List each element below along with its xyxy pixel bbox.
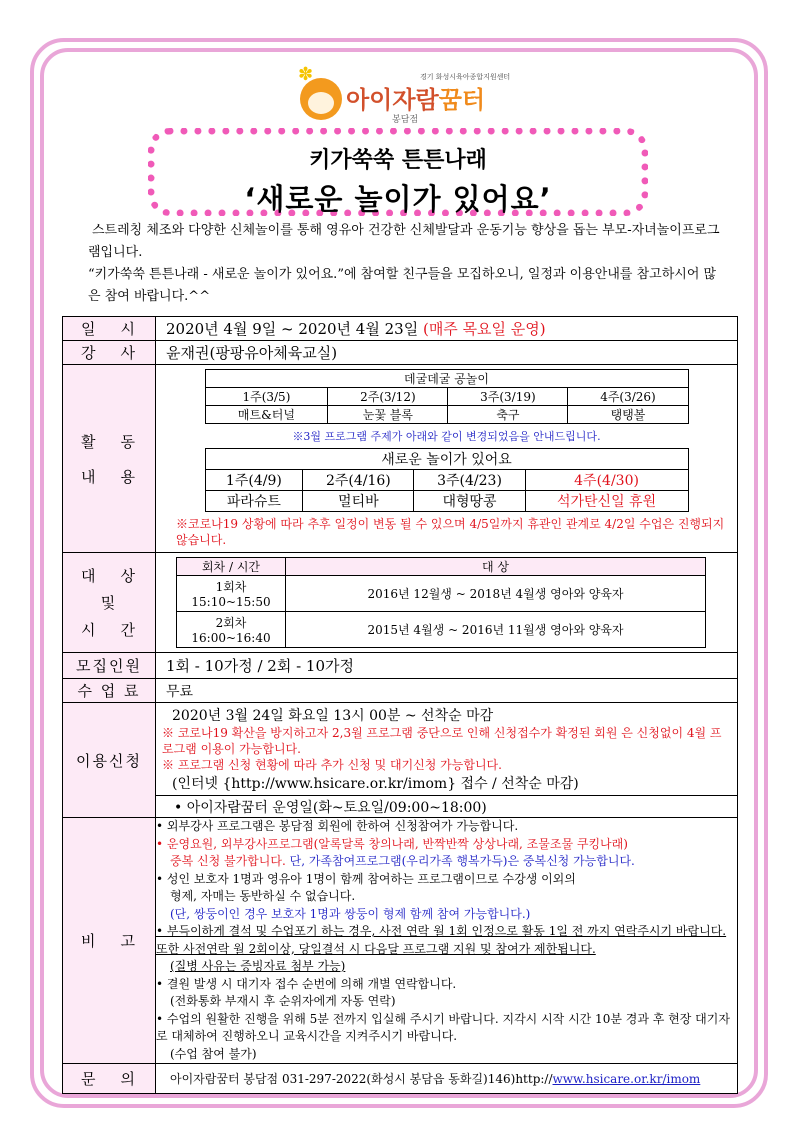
row-instructor bbox=[63, 341, 738, 365]
row-fee bbox=[63, 679, 738, 703]
remark: (수업 참여 불가) bbox=[170, 1046, 257, 1061]
target-table bbox=[176, 557, 706, 648]
remark: • 성인 보호자 1명과 영유아 1명이 함께 참여하는 프로그램이므로 수강생 이외의 bbox=[156, 871, 576, 886]
label-recruit: 모집인원 bbox=[63, 653, 156, 679]
logo-branch: 봉담점 bbox=[392, 115, 419, 125]
remark: 형제, 자매는 동반하실 수 없습니다. bbox=[170, 889, 356, 903]
remark: • 운영요원, 외부강사프로그램(알록달록 창의나래, 반짝반짝 상상나래, 조물조물 쿠킹나래) bbox=[156, 836, 628, 851]
remark: • 외부강사 프로그램은 봉담점 회원에 한하여 신청참여가 가능합니다. bbox=[156, 819, 519, 833]
label-fee: 수 업 료 bbox=[63, 679, 156, 703]
apply-note-2: ※ 프로그램 신청 현황에 따라 추가 신청 및 대기신청 가능합니다. bbox=[162, 758, 502, 772]
remark: • 부득이하게 결석 및 수업포기 하는 경우, 사전 연락 월 1회 인정으로 활동 1일 전 까지 연락주시기 바랍니다. 또한 사전연락 월 2회이상, 당일결석 시 다음달 프로그램 지원 및 참여가 제한됩니다. bbox=[156, 924, 727, 956]
covid-notice: ※코로나19 상황에 따라 추후 일정이 변동 될 수 있으며 4/5일까지 휴관인 관계로 4/2일 수업은 진행되지 않습니다. bbox=[176, 517, 725, 547]
target-who: 2015년 4월생 ~ 2016년 11월생 영아와 양육자 bbox=[286, 612, 706, 648]
label-remarks: 비 고 bbox=[63, 818, 156, 1064]
old-week: 4주(3/26) bbox=[568, 388, 688, 406]
intro-text bbox=[88, 220, 728, 308]
center-logo bbox=[298, 64, 530, 126]
target-col-session: 회차 / 시간 bbox=[177, 558, 286, 576]
new-week: 2주(4/16) bbox=[303, 470, 414, 491]
label-instructor: 강 사 bbox=[63, 341, 156, 365]
title-box bbox=[148, 128, 648, 216]
remark: (단, 쌍둥이인 경우 보호자 1명과 쌍둥이 형제 함께 참여 가능합니다.) bbox=[170, 906, 531, 921]
fee-value: 무료 bbox=[156, 679, 738, 703]
old-item: 눈꽃 블록 bbox=[328, 406, 448, 424]
remarks-content bbox=[156, 818, 738, 1064]
label-contact: 문 의 bbox=[63, 1064, 156, 1094]
remark: • 수업의 원활한 진행을 위해 5분 전까지 입실해 주시기 바랍니다. 지각시 시작 시간 10분 경과 후 현장 대기자로 대체하여 진행하오니 교육시간을 지켜주시기 바랍니다. bbox=[156, 1011, 730, 1043]
apply-period: 2020년 3월 24일 화요일 13시 00분 ~ 선착순 마감 bbox=[172, 708, 494, 724]
target-who: 2016년 12월생 ~ 2018년 4월생 영아와 양육자 bbox=[286, 576, 706, 612]
new-week: 1주(4/9) bbox=[205, 470, 303, 491]
new-item: 대형땅콩 bbox=[414, 491, 525, 512]
intro-paragraph-2: “키가쑥쑥 튼튼나래 - 새로운 놀이가 있어요.”에 참여할 친구들을 모집하오니, 일정과 이용안내를 참고하시어 많은 참여 바랍니다.^^ bbox=[88, 267, 717, 304]
logo-org: 경기 화성시육아종합지원센터 bbox=[420, 73, 511, 81]
star-icon: ✽ bbox=[298, 64, 314, 85]
contact-value: 아이자람꿈터 봉담점 031-297-2022(화성시 봉담읍 동화길)146)http://www.hsicare.or.kr/imom bbox=[156, 1064, 738, 1094]
old-week: 1주(3/5) bbox=[205, 388, 328, 406]
target-session: 1회차 15:10~15:50 bbox=[177, 576, 286, 612]
activity-content bbox=[156, 365, 738, 553]
label-activity: 활 동 내 용 bbox=[63, 365, 156, 553]
old-program-table bbox=[205, 369, 689, 424]
old-item: 탱탱볼 bbox=[568, 406, 688, 424]
apply-content bbox=[156, 703, 738, 796]
label-schedule: 일 시 bbox=[63, 317, 156, 341]
target-content bbox=[156, 553, 738, 653]
instructor-value: 윤재권(팡팡유아체육교실) bbox=[156, 341, 738, 365]
label-target: 대 상 및 시 간 bbox=[63, 553, 156, 653]
apply-note-1: ※ 코로나19 확산을 방지하고자 2,3월 프로그램 중단으로 인해 신청접수가 확정된 회원 은 신청없이 4월 프로그램 이용이 가능합니다. bbox=[162, 726, 722, 756]
new-program-title: 새로운 놀이가 있어요 bbox=[205, 449, 688, 470]
new-week: 3주(4/23) bbox=[414, 470, 525, 491]
new-item: 멀티바 bbox=[303, 491, 414, 512]
row-remarks bbox=[63, 818, 738, 1064]
website-link[interactable]: www.hsicare.or.kr/imom bbox=[552, 1072, 701, 1086]
new-week: 4주(4/30) bbox=[525, 470, 688, 491]
remark: 중복 신청 불가합니다. 단, 가족참여프로그램(우리가족 행복가득)은 중복신청 가능합니다. bbox=[170, 854, 635, 868]
row-apply bbox=[63, 703, 738, 796]
row-schedule bbox=[63, 317, 738, 341]
program-subtitle: ‘새로운 놀이가 있어요’ bbox=[244, 182, 552, 216]
apply-method: (인터넷 {http://www.hsicare.or.kr/imom} 접수 / 선착순 마감) bbox=[172, 776, 579, 792]
intro-paragraph-1: 스트레칭 체조와 다양한 신체놀이를 통해 영유아 건강한 신체발달과 운동기능 향상을 돕는 부모-자녀놀이프로그램입니다. bbox=[88, 223, 720, 260]
new-item: 파라슈트 bbox=[205, 491, 303, 512]
operating-hours: • 아이자람꿈터 운영일(화~토요일/09:00~18:00) bbox=[156, 796, 738, 818]
change-notice: ※3월 프로그램 주제가 아래와 같이 변경되었음을 안내드립니다. bbox=[292, 430, 601, 443]
new-program-table bbox=[205, 448, 689, 512]
logo-name: 아이자람꿈터 bbox=[346, 86, 486, 114]
old-item: 축구 bbox=[448, 406, 568, 424]
row-contact bbox=[63, 1064, 738, 1094]
old-week: 3주(3/19) bbox=[448, 388, 568, 406]
old-program-title: 데굴데굴 공놀이 bbox=[205, 370, 688, 388]
info-table bbox=[62, 316, 738, 1094]
label-apply: 이용신청 bbox=[63, 703, 156, 818]
row-hours bbox=[63, 796, 738, 818]
remark: • 결원 발생 시 대기자 접수 순번에 의해 개별 연락합니다. bbox=[156, 976, 457, 991]
row-activity bbox=[63, 365, 738, 553]
new-item: 석가탄신일 휴원 bbox=[525, 491, 688, 512]
old-item: 매트&터널 bbox=[205, 406, 328, 424]
recruit-value: 1회 - 10가정 / 2회 - 10가정 bbox=[156, 653, 738, 679]
remark: (전화통화 부재시 후 순위자에게 자동 연락) bbox=[170, 994, 396, 1008]
program-title: 키가쑥쑥 튼튼나래 bbox=[309, 148, 487, 173]
old-week: 2주(3/12) bbox=[328, 388, 448, 406]
row-target bbox=[63, 553, 738, 653]
remark: (질병 사유는 증빙자료 첨부 가능) bbox=[170, 959, 346, 973]
schedule-value: 2020년 4월 9일 ~ 2020년 4월 23일 (매주 목요일 운영) bbox=[156, 317, 738, 341]
row-recruit bbox=[63, 653, 738, 679]
target-session: 2회차 16:00~16:40 bbox=[177, 612, 286, 648]
target-col-who: 대 상 bbox=[286, 558, 706, 576]
